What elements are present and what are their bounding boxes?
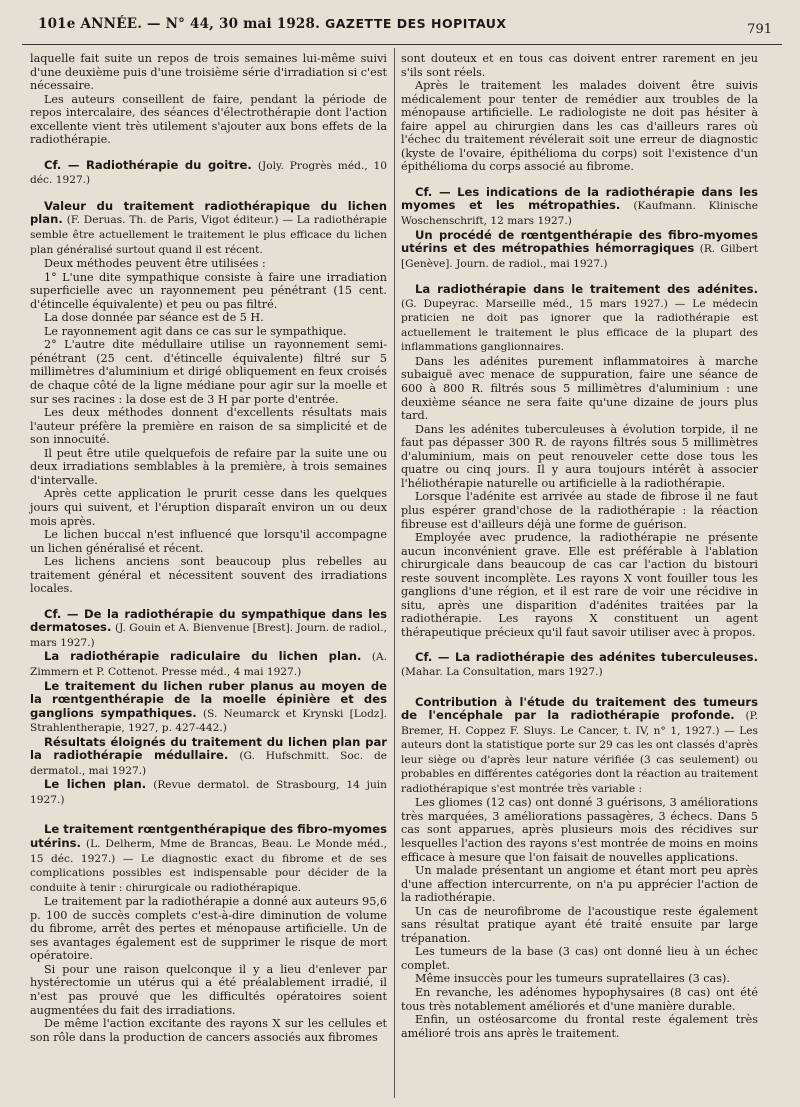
paragraph: Dans les adénites purement inflammatoires à marche subaiguë avec menace de suppuration, faire une séance de 600 à 800 R. filtrés sous 5 millimètres d'aluminium : une deuxième séance ne sera faite qu'une dizaine de jours plus tard.: [401, 354, 758, 423]
article-title: Cf. — Les indications de la radiothérapie dans les myomes et les métropathies.: [401, 184, 758, 213]
header-rule: [22, 44, 782, 45]
article-reference: (G. Hufschmitt. Soc. de dermatol., mai 1927.): [30, 750, 388, 777]
column-divider: [394, 48, 395, 1098]
paragraph: laquelle fait suite un repos de trois semaines lui-même suivi d'une deuxième puis d'une troisième série d'irradiation si c'est nécessaire.: [30, 52, 387, 93]
paragraph: sont douteux et en tous cas doivent entrer rarement en jeu s'ils sont réels.: [401, 52, 758, 79]
article-title: Cf. — La radiothérapie des adénites tuberculeuses.: [415, 650, 758, 665]
article-reference: (S. Neumarck et Krynski [Lodz]. Strahlentherapie, 1927, p. 427-442.): [30, 707, 387, 735]
paragraph: De même l'action excitante des rayons X sur les cellules et son rôle dans la production de cancers associés aux fibromes: [30, 1017, 387, 1044]
paragraph: Même insuccès pour les tumeurs supratellaires (3 cas).: [415, 972, 730, 986]
article-reference: (L. Delherm, Mme de Brancas, Beau. Le Monde méd., 15 déc. 1927.) — Le diagnostic exact du fibrome et de ses complications possibles est indispensable pour décider de la conduite à tenir : chirurgicale ou radiothérapique.: [30, 837, 387, 894]
paragraph: Le traitement par la radiothérapie a donné aux auteurs 95,6 p. 100 de succès complets c'est-à-dire diminution de volume du fibrome, arrêt des pertes et ménopause artificielle. Un de ses avantages également est de supprimer le risque de mort opératoire.: [30, 895, 387, 963]
article-title: La radiothérapie radiculaire du lichen plan.: [44, 649, 362, 664]
article-title: Cf. — De la radiothérapie du sympathique dans les dermatoses.: [30, 606, 387, 635]
article-reference: (Kaufmann. Klinische Woschenschrift, 12 mars 1927.): [401, 200, 758, 228]
paragraph: La dose donnée par séance est de 5 H.: [44, 311, 264, 325]
article-entry: [30, 159, 387, 188]
paragraph: 1° L'une dite sympathique consiste à faire une irradiation superficielle avec un rayonnement peu pénétrant (15 cent. d'étincelle équivalente) et peu ou pas filtré.: [30, 270, 387, 311]
article-reference: (Revue dermatol. de Strasbourg, 14 juin 1927.): [30, 779, 387, 806]
article-reference: (G. Dupeyrac. Marseille méd., 15 mars 1927.) — Le médecin praticien ne doit pas ignorer que la radiothérapie est actuellement le traitement le plus efficace de la plupart des inflammations ganglionnaires.: [401, 297, 758, 354]
paragraph: Un malade présentant un angiome et étant mort peu après d'une affection intercurrente, on n'a pu apprécier l'action de la radiothérapie.: [401, 864, 758, 905]
article-title: La radiothérapie dans le traitement des adénites.: [415, 282, 758, 297]
article-reference: (J. Gouin et A. Bienvenue [Brest]. Journ. de radiol., mars 1927.): [30, 622, 388, 649]
right-column: [401, 52, 758, 1040]
paragraph: Le lichen buccal n'est influencé que lorsqu'il accompagne un lichen généralisé et récent.: [30, 528, 387, 555]
article-reference: (F. Deruas. Th. de Paris, Vigot éditeur.) — La radiothérapie semble être actuellement le traitement le plus efficace du lichen plan généralisé surtout quand il est récent.: [30, 214, 387, 256]
article-reference: (Mahar. La Consultation, mars 1927.): [401, 665, 603, 678]
article-title: Le lichen plan.: [44, 777, 147, 792]
paragraph: Les tumeurs de la base (3 cas) ont donné lieu à un échec complet.: [401, 945, 758, 972]
paragraph: Enfin, un ostéosarcome du frontal reste également très amélioré trois ans après le traitement.: [401, 1013, 758, 1040]
journal-title: GAZETTE DES HOPITAUX: [325, 16, 507, 31]
paragraph: Employée avec prudence, la radiothérapie ne présente aucun inconvénient grave. Elle est préférable à l'ablation chirurgicale dans beaucoup de cas car l'action du bistouri reste souvent incomplète. Les rayons X vont fouiller tous les ganglions d'une région, et il est rare de voir une récidive in situ, après une disparition d'adénites traitées par la radiothérapie. Les rayons X constituent un agent thérapeutique précieux qu'il faut savoir utiliser avec à propos.: [401, 531, 758, 639]
article-entry: [401, 186, 758, 229]
article-entry: [401, 229, 758, 272]
article-entry: [30, 608, 387, 651]
paragraph: Si pour une raison quelconque il y a lieu d'enlever par hystérectomie un utérus qui a été préalablement irradié, il n'est pas prouvé que les difficultés opératoires soient augmentées du fait des irradiations.: [30, 962, 387, 1017]
article-title: Le traitement rœntgenthérapique des fibro-myomes utérins.: [30, 822, 388, 850]
article-entry: [401, 283, 758, 355]
left-column: [30, 52, 387, 1044]
article-title: Le traitement du lichen ruber planus au moyen de la rœntgenthérapie de la moelle épinière et des ganglions sympathiques.: [30, 678, 387, 720]
page-header: [20, 12, 778, 40]
paragraph: 2° L'autre dite médullaire utilise un rayonnement semi-pénétrant (25 cent. d'étincelle équivalente) filtré sur 5 millimètres d'aluminium et dirigé obliquement en feux croisés de chaque côté de la ligne médiane pour agir sur la moelle et sur ses racines : la dose est de 3 H par porte d'entrée.: [30, 338, 387, 406]
paragraph: En revanche, les adénomes hypophysaires (8 cas) ont été tous très notablement améliorés et d'une manière durable.: [401, 986, 758, 1013]
article-entry: [30, 650, 387, 679]
page-number: 791: [747, 22, 772, 37]
paragraph: Dans les adénites tuberculeuses à évolution torpide, il ne faut pas dépasser 300 R. de rayons filtrés sous 5 millimètres d'aluminium, mais on peut renouveler cette dose tous les quatre ou cinq jours. Il y aura toujours intérêt à associer l'héliothérapie naturelle ou artificielle à la radiothérapie.: [401, 422, 758, 490]
paragraph: Un cas de neurofibrome de l'acoustique reste également sans résultat pratique ayant été traité ensuite par large trépanation.: [401, 904, 758, 945]
article-entry: [30, 778, 387, 807]
article-entry: [30, 200, 387, 257]
article-title: Valeur du traitement radiothérapique du lichen plan.: [30, 198, 387, 227]
article-title: Un procédé de rœntgenthérapie des fibro-myomes utérins et des métropathies hémorragiques: [401, 227, 758, 256]
section-gap: [401, 680, 758, 696]
article-title: Cf. — Radiothérapie du goitre.: [44, 157, 252, 172]
paragraph: Le rayonnement agit dans ce cas sur le sympathique.: [44, 324, 347, 338]
article-entry: [30, 680, 387, 736]
paragraph: Après le traitement les malades doivent être suivis médicalement pour tenter de remédier aux troubles de la ménopause artificielle. Le radiologiste ne doit pas hésiter à faire appel au chirurgien dans les cas d'ailleurs rares où l'échec du traitement révélerait soit une erreur de diagnostic (kyste de l'ovaire, épithélioma du corps) soit l'existence d'un épithélioma du corps associé au fibrome.: [401, 79, 758, 174]
article-reference: (Joly. Progrès méd., 10 déc. 1927.): [30, 159, 387, 187]
paragraph: Après cette application le prurit cesse dans les quelques jours qui suivent, et l'éruption disparaît environ un ou deux mois après.: [30, 487, 387, 528]
paragraph: Lorsque l'adénite est arrivée au stade de fibrose il ne faut plus espérer grand'chose de la radiothérapie : la réaction fibreuse est d'ailleurs déjà une forme de guérison.: [401, 490, 758, 531]
article-title: Résultats éloignés du traitement du lichen plan par la radiothérapie médullaire.: [30, 734, 387, 763]
article-reference: (A. Zimmern et P. Cottenot. Presse méd., 4 mai 1927.): [30, 651, 387, 678]
issue-line: 101e ANNÉE. — N° 44, 30 mai 1928.: [38, 16, 320, 32]
paragraph: Les gliomes (12 cas) ont donné 3 guérisons, 3 améliorations très marquées, 3 améliorations passagères, 3 échecs. Dans 5 cas sont apparues, après plusieurs mois des récidives sur lesquelles l'action des rayons s'est montrée de moins en moins efficace à mesure que l'on faisait de nouvelles applications.: [401, 796, 758, 864]
article-entry: [30, 823, 387, 895]
paragraph: Deux méthodes peuvent être utilisées :: [44, 257, 266, 271]
paragraph: Les lichens anciens sont beaucoup plus rebelles au traitement général et nécessitent souvent des irradiations locales.: [30, 555, 387, 596]
paragraph: Les deux méthodes donnent d'excellents résultats mais l'auteur préfère la première en raison de sa simplicité et de son innocuité.: [30, 406, 387, 447]
article-entry: [401, 651, 758, 679]
article-entry: [30, 736, 387, 779]
article-reference: (P. Bremer, H. Coppez F. Sluys. Le Cancer, t. IV, n° 1, 1927.) — Les auteurs dont la statistique porte sur 29 cas les ont classés d'après leur siège ou d'après leur nature vérifiée (3 cas seulement) ou probables en différentes catégories dont la réaction au traitement radiothérapique s'est montrée très variable :: [401, 710, 759, 795]
article-title: Contribution à l'étude du traitement des tumeurs de l'encéphale par la radiothérapie profonde.: [401, 694, 758, 723]
paragraph: Les auteurs conseillent de faire, pendant la période de repos intercalaire, des séances d'électrothérapie dont l'action excellente vient très utilement s'ajouter aux bons effets de la radiothérapie.: [30, 92, 387, 147]
article-reference: (R. Gilbert [Genève]. Journ. de radiol., mai 1927.): [401, 243, 758, 270]
article-entry: [401, 696, 758, 797]
section-gap: [30, 807, 387, 823]
paragraph: Il peut être utile quelquefois de refaire par la suite une ou deux irradiations semblables à la première, à trois semaines d'intervalle.: [30, 446, 387, 487]
